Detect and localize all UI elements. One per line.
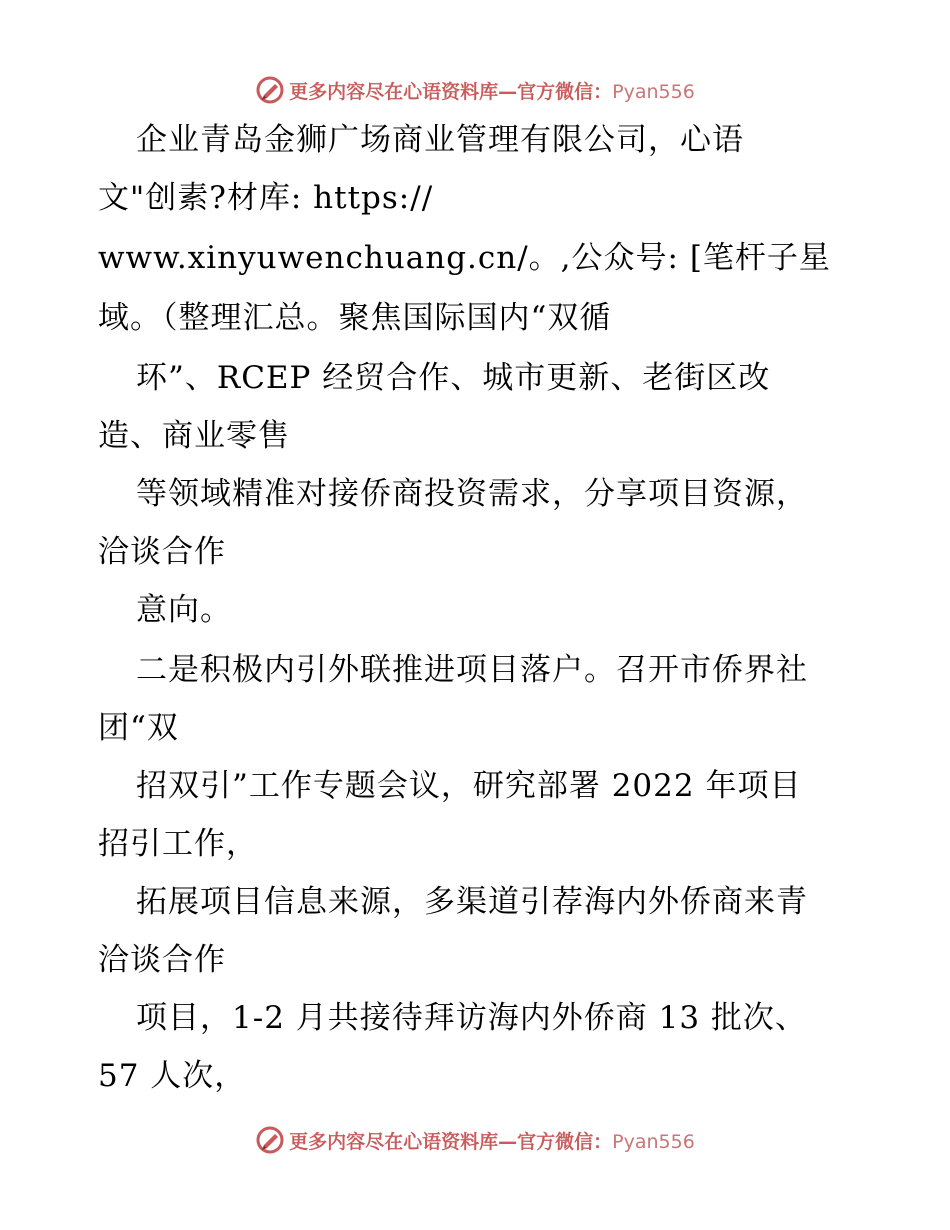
body-line: 二是积极内引外联推进项目落户。召开市侨界社 bbox=[136, 652, 808, 688]
footer-watermark bbox=[0, 1122, 950, 1158]
body-line: 等领域精准对接侨商投资需求，分享项目资源， bbox=[136, 476, 808, 512]
watermark-wechat-id: Pyan556 bbox=[612, 1130, 695, 1153]
body-line: 造、商业零售 bbox=[98, 418, 290, 454]
body-line: 文"创素?材库: https:// bbox=[98, 180, 434, 216]
body-line: 域。（整理汇总。聚焦国际国内“双循 bbox=[98, 300, 612, 336]
body-line: 企业青岛金狮广场商业管理有限公司，心语 bbox=[136, 122, 744, 158]
watermark-site-text: 更多内容尽在心语资料库—官方微信： bbox=[289, 1130, 613, 1153]
watermark-wechat-id: Pyan556 bbox=[612, 80, 695, 103]
watermark-text bbox=[289, 1127, 695, 1154]
body-line: 意向。 bbox=[136, 592, 232, 628]
watermark-text bbox=[289, 77, 695, 104]
body-line: www.xinyuwenchuang.cn/。,公众号: [笔杆子星 bbox=[98, 240, 831, 276]
body-line: 团“双 bbox=[98, 710, 179, 746]
pen-logo-icon bbox=[255, 1125, 285, 1155]
body-line: 招引工作， bbox=[98, 826, 258, 862]
header-watermark bbox=[0, 72, 950, 108]
body-line: 拓展项目信息来源，多渠道引荐海内外侨商来青 bbox=[136, 884, 808, 920]
watermark-site-text: 更多内容尽在心语资料库—官方微信： bbox=[289, 80, 613, 103]
pen-logo-icon bbox=[255, 75, 285, 105]
body-line: 洽谈合作 bbox=[98, 534, 226, 570]
body-line: 招双引”工作专题会议，研究部署 2022 年项目 bbox=[136, 768, 802, 804]
body-line: 环”、RCEP 经贸合作、城市更新、老街区改 bbox=[136, 360, 771, 396]
body-line: 洽谈合作 bbox=[98, 942, 226, 978]
body-line: 项目，1-2 月共接待拜访海内外侨商 13 批次、 bbox=[136, 1000, 807, 1036]
body-line: 57 人次， bbox=[98, 1058, 247, 1094]
